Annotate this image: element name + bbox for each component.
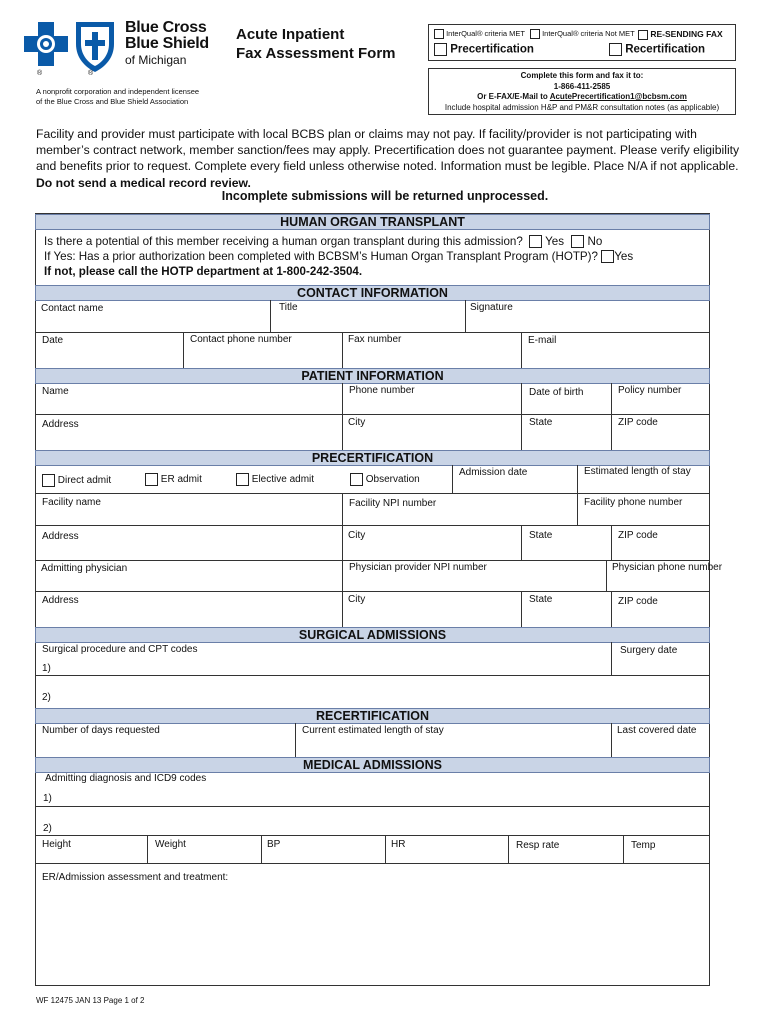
registered-mark-1: ®	[37, 70, 43, 77]
logo-line2: Blue Shield	[125, 35, 209, 52]
criteria-met-label: InterQual® criteria MET	[446, 29, 525, 38]
fax-number: 1-866-411-2585	[553, 81, 611, 91]
section-precert: PRECERTIFICATION	[35, 450, 710, 466]
patient-name-field[interactable]: Name	[42, 386, 69, 397]
surgical-line-2[interactable]: 2)	[42, 692, 51, 703]
physician-city-field[interactable]: City	[348, 594, 366, 605]
surgery-date-field[interactable]: Surgery date	[620, 645, 678, 656]
patient-policy-field[interactable]: Policy number	[618, 385, 682, 396]
physician-phone-field[interactable]: Physician phone number	[612, 562, 723, 573]
status-box	[428, 24, 736, 61]
title-line1: Acute Inpatient	[236, 26, 345, 43]
elective-admit-label: Elective admit	[251, 474, 315, 486]
hotp-question: If Yes: Has a prior authorization been completed with BCBSM’s Human Organ Transplant Program (HOTP)?	[44, 250, 598, 263]
surgical-line-1[interactable]: 1)	[42, 663, 51, 674]
elective-admit-option[interactable]	[236, 473, 314, 486]
surgical-procedure-field[interactable]: Surgical procedure and CPT codes	[42, 644, 198, 655]
assessment-field[interactable]: ER/Admission assessment and treatment:	[42, 872, 229, 883]
section-surgical: SURGICAL ADMISSIONS	[35, 627, 710, 643]
contact-phone-field[interactable]: Contact phone number	[190, 334, 292, 345]
contact-date-field[interactable]: Date	[42, 335, 64, 346]
precert-option[interactable]	[434, 43, 534, 56]
physician-address-field[interactable]: Address	[42, 595, 79, 606]
instructions-body: Facility and provider must participate with local BCBS plan or claims may not pay. If facility/provider is not participating with member’s contract network, member sanction/fees may apply. Precertification does not guarantee payment. Please verify eligibility and benefits prior to request. Complete every field unless otherwise noted. Information must be legible. Place N/A if not applicable.	[36, 127, 740, 174]
licensee-text	[36, 87, 199, 107]
form-footer: WF 12475 JAN 13 Page 1 of 2	[36, 996, 145, 1005]
patient-dob-field[interactable]: Date of birth	[529, 387, 584, 398]
section-patient: PATIENT INFORMATION	[35, 368, 710, 384]
facility-state-field[interactable]: State	[529, 530, 553, 541]
instructions-bold: Do not send a medical record review.	[36, 175, 251, 190]
fax-email-link[interactable]: AcutePrecertification1@bcbsm.com	[549, 92, 687, 101]
elective-admit-checkbox[interactable]	[236, 473, 249, 486]
facility-name-field[interactable]: Facility name	[42, 497, 101, 508]
fax-line4: Include hospital admission H&P and PM&R consultation notes (as applicable)	[444, 102, 720, 112]
form-frame	[35, 213, 710, 986]
criteria-not-met-checkbox[interactable]	[530, 29, 540, 39]
height-field[interactable]: Height	[42, 839, 71, 850]
transplant-q1	[44, 234, 633, 249]
form-title	[236, 25, 396, 63]
instructions-paragraph	[36, 126, 741, 191]
observation-checkbox[interactable]	[350, 473, 363, 486]
precert-checkbox[interactable]	[434, 43, 447, 56]
criteria-not-met-option[interactable]	[530, 29, 635, 39]
fax-instructions-box	[428, 68, 736, 115]
hr-field[interactable]: HR	[391, 839, 406, 850]
diagnosis-field[interactable]: Admitting diagnosis and ICD9 codes	[45, 773, 207, 784]
fax-line3	[429, 92, 735, 103]
contact-fax-field[interactable]: Fax number	[348, 334, 402, 345]
recert-option[interactable]	[609, 43, 705, 56]
direct-admit-checkbox[interactable]	[42, 474, 55, 487]
physician-zip-field[interactable]: ZIP code	[618, 596, 658, 607]
licensee-line2: of the Blue Cross and Blue Shield Association	[36, 97, 189, 106]
direct-admit-label: Direct admit	[57, 475, 112, 487]
er-admit-option[interactable]	[145, 473, 202, 486]
blue-cross-icon	[22, 20, 70, 72]
recert-label: Recertification	[625, 43, 706, 56]
direct-admit-option[interactable]	[42, 474, 111, 487]
patient-address-field[interactable]: Address	[42, 419, 79, 430]
facility-npi-field[interactable]: Facility NPI number	[349, 498, 437, 509]
admission-date-field[interactable]: Admission date	[459, 467, 528, 478]
section-transplant: HUMAN ORGAN TRANSPLANT	[35, 214, 710, 230]
estimated-los-field[interactable]: Estimated length of stay	[584, 466, 691, 477]
patient-phone-field[interactable]: Phone number	[349, 385, 415, 396]
contact-name-field[interactable]: Contact name	[41, 303, 104, 314]
logo-line3: of Michigan	[125, 53, 187, 67]
recert-checkbox[interactable]	[609, 43, 622, 56]
days-requested-field[interactable]: Number of days requested	[42, 725, 160, 736]
bcbs-logo	[22, 20, 222, 80]
criteria-met-option[interactable]	[434, 29, 525, 39]
transplant-no-checkbox[interactable]	[571, 235, 584, 248]
transplant-no-label: No	[587, 235, 603, 248]
diagnosis-line-1[interactable]: 1)	[43, 793, 52, 804]
patient-state-field[interactable]: State	[529, 417, 553, 428]
facility-phone-field[interactable]: Facility phone number	[584, 497, 683, 508]
title-line2: Fax Assessment Form	[236, 45, 396, 62]
transplant-q2	[44, 249, 633, 264]
bp-field[interactable]: BP	[267, 839, 281, 850]
blue-shield-icon	[72, 18, 118, 74]
er-admit-checkbox[interactable]	[145, 473, 158, 486]
hotp-call-notice: If not, please call the HOTP department at 1-800-242-3504.	[44, 265, 363, 278]
resending-label: RE-SENDING FAX	[650, 29, 723, 39]
precert-label: Precertification	[450, 43, 534, 56]
resending-checkbox[interactable]	[638, 30, 648, 40]
hotp-yes-checkbox[interactable]	[601, 250, 614, 263]
observation-label: Observation	[365, 474, 420, 486]
contact-title-field[interactable]: Title	[279, 302, 298, 313]
physician-state-field[interactable]: State	[529, 594, 553, 605]
er-admit-label: ER admit	[160, 474, 202, 486]
resp-rate-field[interactable]: Resp rate	[516, 840, 560, 851]
transplant-yes-checkbox[interactable]	[529, 235, 542, 248]
signature-field[interactable]: Signature	[470, 302, 513, 313]
facility-zip-field[interactable]: ZIP code	[618, 530, 658, 541]
contact-email-field[interactable]: E-mail	[528, 335, 557, 346]
registered-mark-2: ®	[88, 70, 94, 77]
criteria-not-met-label: InterQual® criteria Not MET	[542, 29, 635, 38]
criteria-met-checkbox[interactable]	[434, 29, 444, 39]
transplant-block	[44, 234, 633, 279]
transplant-yes-label: Yes	[545, 235, 564, 248]
section-medical: MEDICAL ADMISSIONS	[35, 757, 710, 773]
current-los-field[interactable]: Current estimated length of stay	[302, 725, 444, 736]
diagnosis-line-2[interactable]: 2)	[43, 823, 52, 834]
admitting-physician-field[interactable]: Admitting physician	[41, 563, 128, 574]
weight-field[interactable]: Weight	[155, 839, 186, 850]
facility-address-field[interactable]: Address	[42, 531, 79, 542]
hotp-yes-label: Yes	[614, 250, 634, 263]
fax-email-prefix: Or E-FAX/E-Mail to	[477, 92, 550, 101]
patient-city-field[interactable]: City	[348, 417, 366, 428]
section-recert: RECERTIFICATION	[35, 708, 710, 724]
patient-zip-field[interactable]: ZIP code	[618, 417, 658, 428]
facility-city-field[interactable]: City	[348, 530, 366, 541]
licensee-line1: A nonprofit corporation and independent licensee	[36, 87, 200, 96]
transplant-question: Is there a potential of this member receiving a human organ transplant during this admission?	[44, 235, 523, 248]
incomplete-notice: Incomplete submissions will be returned unprocessed.	[221, 189, 549, 203]
physician-npi-field[interactable]: Physician provider NPI number	[349, 562, 487, 573]
temp-field[interactable]: Temp	[631, 840, 656, 851]
logo-line1: Blue Cross	[125, 19, 207, 36]
observation-option[interactable]	[350, 473, 420, 486]
section-contact: CONTACT INFORMATION	[35, 285, 710, 301]
fax-line1: Complete this form and fax it to:	[520, 71, 644, 80]
resending-option[interactable]	[638, 29, 723, 40]
last-covered-date-field[interactable]: Last covered date	[617, 725, 697, 736]
